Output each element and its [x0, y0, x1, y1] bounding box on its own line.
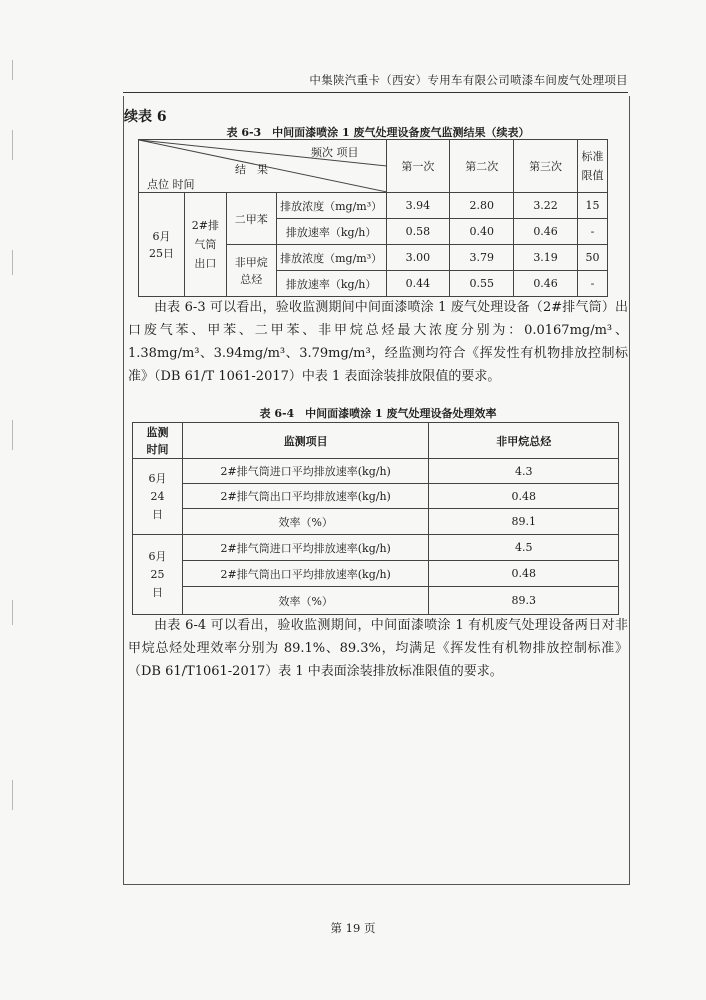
value-cell: 0.46 [514, 271, 578, 297]
paragraph-2-text: 由表 6-4 可以看出，验收监测期间，中间面漆喷涂 1 有机废气处理设备两日对非甲烷总烃处理效率分别为 89.1%、89.3%，均满足《挥发性有机物排放控制标准》（DB 61/T1061-2017）表 1 中表面涂装排放标准限值的要求。 [128, 618, 628, 679]
binding-mark [12, 420, 13, 450]
hdr-item: 监测项目 [182, 423, 428, 459]
item-cell: 排放浓度（mg/m³） [276, 245, 386, 271]
value-cell: - [577, 219, 607, 245]
item-cell: 排放浓度（mg/m³） [276, 193, 386, 219]
value-cell: 0.40 [450, 219, 514, 245]
value-cell: 0.48 [429, 484, 619, 509]
table-6-3 [138, 139, 608, 297]
date-cell: 6月25日 [139, 193, 185, 297]
value-cell: 4.5 [429, 535, 619, 561]
col-header: 第三次 [514, 140, 578, 193]
value-cell: 4.3 [429, 459, 619, 484]
page-number: 第 19 页 [330, 921, 376, 935]
value-cell: 89.3 [429, 587, 619, 615]
hdr-point-time: 点位 时间 [147, 178, 195, 191]
diagonal-header-cell [139, 140, 387, 193]
value-cell: 15 [577, 193, 607, 219]
col-header: 第一次 [386, 140, 450, 193]
item-cell: 2#排气筒出口平均排放速率(kg/h) [182, 484, 428, 509]
date-cell: 6月24日 [133, 459, 183, 535]
point-cell: 2#排气筒出口 [184, 193, 226, 297]
value-cell: 0.44 [386, 271, 450, 297]
value-cell: 3.94 [386, 193, 450, 219]
binding-mark [12, 130, 13, 160]
date-cell: 6月25日 [133, 535, 183, 615]
page-header: 中集陕汽重卡（西安）专用车有限公司喷漆车间废气处理项目 [309, 73, 628, 87]
value-cell: 89.1 [429, 509, 619, 535]
hdr-result: 结 果 [235, 163, 268, 176]
table-6-4-title: 表 6-4 中间面漆喷涂 1 废气处理设备处理效率 [259, 407, 497, 420]
binding-mark [12, 250, 13, 275]
value-cell: - [577, 271, 607, 297]
hdr-value: 非甲烷总烃 [429, 423, 619, 459]
value-cell: 3.19 [514, 245, 578, 271]
value-cell: 3.79 [450, 245, 514, 271]
value-cell: 3.00 [386, 245, 450, 271]
paragraph-2 [128, 614, 628, 683]
value-cell: 0.48 [429, 561, 619, 587]
value-cell: 0.55 [450, 271, 514, 297]
table-6-4 [132, 422, 619, 615]
item-cell: 排放速率（kg/h） [276, 219, 386, 245]
value-cell: 2.80 [450, 193, 514, 219]
value-cell: 3.22 [514, 193, 578, 219]
paragraph-1-text: 由表 6-3 可以看出，验收监测期间中间面漆喷涂 1 废气处理设备（2#排气筒）出口废气苯、甲苯、二甲苯、非甲烷总烃最大浓度分别为：0.0167mg/m³、1.38mg/m³、3.94mg/m³、3.79mg/m³，经监测均符合《挥发性有机物排放控制标准》（DB 61/T 1061-2017）中表 1 表面涂装排放限值的要求。 [128, 300, 628, 384]
value-cell: 50 [577, 245, 607, 271]
col-header: 第二次 [450, 140, 514, 193]
binding-mark [12, 780, 13, 810]
header-rule [123, 92, 628, 93]
item-cell: 效率（%） [182, 509, 428, 535]
table-6-3-title: 表 6-3 中间面漆喷涂 1 废气处理设备废气监测结果（续表） [226, 126, 530, 139]
item-cell: 排放速率（kg/h） [276, 271, 386, 297]
pollutant-cell: 非甲烷总烃 [226, 245, 276, 297]
item-cell: 2#排气筒出口平均排放速率(kg/h) [182, 561, 428, 587]
hdr-time: 监测时间 [133, 423, 183, 459]
item-cell: 2#排气筒进口平均排放速率(kg/h) [182, 535, 428, 561]
binding-mark [12, 60, 13, 80]
item-cell: 2#排气筒进口平均排放速率(kg/h) [182, 459, 428, 484]
hdr-freq-item: 频次 项目 [311, 146, 359, 159]
continued-label: 续表 6 [124, 109, 167, 125]
pollutant-cell: 二甲苯 [226, 193, 276, 245]
paragraph-1 [128, 296, 628, 388]
value-cell: 0.46 [514, 219, 578, 245]
value-cell: 0.58 [386, 219, 450, 245]
col-header: 标准限值 [577, 140, 607, 193]
item-cell: 效率（%） [182, 587, 428, 615]
binding-mark [12, 600, 13, 625]
